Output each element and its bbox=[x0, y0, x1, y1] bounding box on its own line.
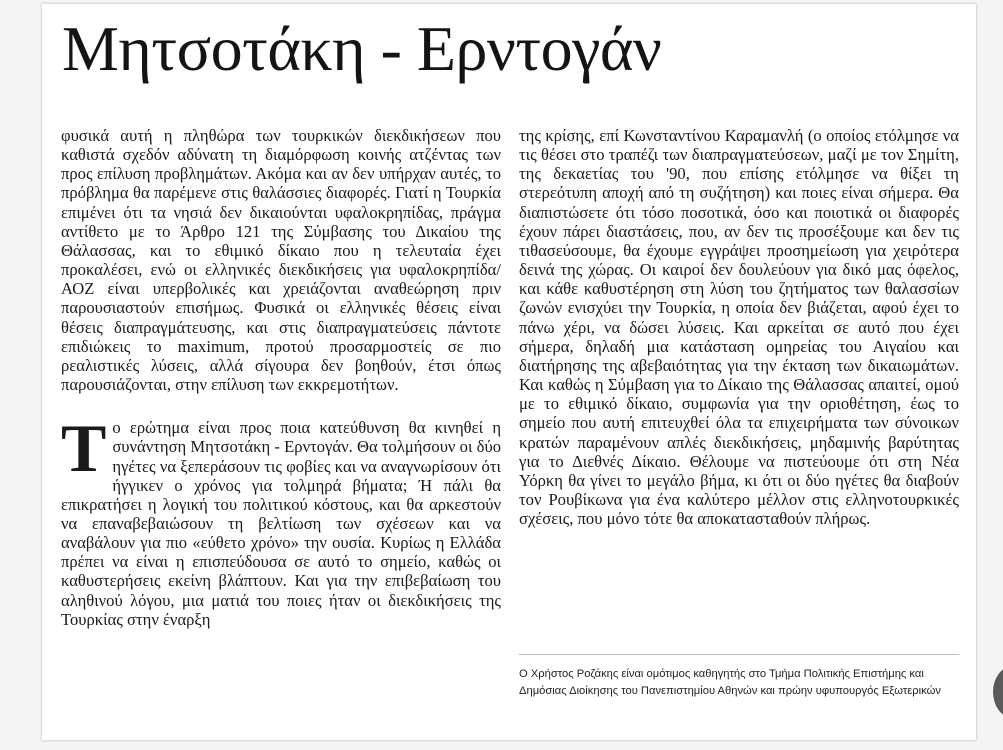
left-paragraph-1: φυσικά αυτή η πληθώρα των τουρκικών διεκδικήσεων που καθιστά σχεδόν αδύνατη τη διαμόρφωση κοινής ατζέντας των προς επίλυση προβλημάτων. Ακόμα και αν δεν υπήρχαν αυτές, το πρόβλημα θα παρέμενε στις θαλάσσιες διαφορές. Γιατί η Τουρκία επιμένει ότι τα νησιά δεν δικαιούνται υφαλοκρηπίδας, πράγμα αντίθετο με το Άρθρο 121 της Σύμβασης του Δικαίου της Θάλασσας, και το εθιμικό δίκαιο που η τελευταία έχει προκαλέσει, ενώ οι ελληνικές διεκδικήσεις για υφαλοκρηπίδα/ΑΟΖ είναι υπερβολικές και χρειάζονται αναθεώρηση πριν παρουσιαστούν επισήμως. Φυσικά οι ελληνικές θέσεις είναι θέσεις διαπραγμάτευσης, και στις διαπραγματεύσεις πάντοτε επιδιώκεις το maximum, προτού προσαρμοστείς σε πιο ρεαλιστικές λύσεις, αλλά σίγουρα δεν βοηθούν, έτσι όπως παρουσιάζονται, στην επίλυση των εκκρεμοτήτων. bbox=[61, 126, 501, 395]
floating-action-button[interactable] bbox=[993, 666, 1003, 718]
article-title: Μητσοτάκη - Ερντογάν bbox=[62, 13, 662, 84]
bio-divider bbox=[519, 654, 959, 655]
left-paragraph-2-text: ο ερώτημα είναι προς ποια κατεύθυνση θα κινηθεί η συνάντηση Μητσοτάκη - Ερντογάν. Θα τολμήσουν οι δύο ηγέτες να ξεπεράσουν τις φοβίες και να αναγνωρίσουν ότι ήγγικεν ο χρόνος για τολμηρά βήματα; Ή πάλι θα επικρατήσει η λογική του πολιτικού κόστους, και θα αρκεστούν να επαναβεβαιώσουν τη βελτίωση των σχέσεων και να αναβάλουν για πιο «εύθετο χρόνο» την ουσία. Κυρίως η Ελλάδα πρέπει να είναι η επισπεύδουσα σε αυτό το σημείο, καθώς οι καθυστερήσεις εκείνη βλάπτουν. Και για την επιβεβαίωση του αληθινού λόγου, μια ματιά του ποιες ήταν οι διεκδικήσεις της Τουρκίας στην έναρξη bbox=[61, 418, 501, 629]
drop-cap: Τ bbox=[61, 410, 107, 487]
right-paragraph-1: της κρίσης, επί Κωνσταντίνου Καραμανλή (ο οποίος ετόλμησε να τις θέσει στο τραπέζι των διαπραγματεύσεων, μαζί με τον Σημίτη, της δεκαετίας του '90, που επίσης ετόλμησε να θίξει τη στερεότυπη αποχή από τη συζήτηση) και ποιες είναι σήμερα. Θα διαπιστώσετε ότι τόσο ποσοτικά, όσο και ποιοτικά οι διαφορές έχουν πάρει διαστάσεις, που, αν δεν τις προσέξουμε και δεν τις τιθασεύσουμε, θα έχουμε εγγράψει προσημείωση για χειρότερα δεινά της χώρας. Οι καιροί δεν δουλεύουν για δικό μας όφελος, και κάθε καθυστέρηση στη λύση του ζητήματος των θαλασσίων ζωνών ενισχύει την Τουρκία, η οποία δεν βιάζεται, αφού έχει το πάνω χέρι, να δώσει λύσεις. Και αρκείται σε αυτό που έχει σήμερα, δηλαδή μια κατάσταση ομηρείας του Αιγαίου και διατήρησης της αβεβαιότητας για την έκταση των δικαιωμάτων. Και καθώς η Σύμβαση για το Δίκαιο της Θάλασσας απαιτεί, ομού με το εθιμικό δίκαιο, συμφωνία για την οριοθέτηση, έως το σημείο που αυτή επιτευχθεί όλα τα επιχειρήματα των σύνοικων κρατών παραμένουν απλές διεκδικήσεις, μηδαμινής βαρύτητας για το Διεθνές Δίκαιο. Θέλουμε να πιστεύουμε ότι στη Νέα Υόρκη θα γίνει το μεγάλο βήμα, κι ότι οι δύο ηγέτες θα διαβούν τον Ρουβίκωνα για ένα καλύτερο μέλλον στις ελληνοτουρκικές σχέσεις, που μόνο τότε θα αποκατασταθούν πλήρως. bbox=[519, 126, 959, 529]
paragraph-spacer bbox=[61, 394, 501, 418]
left-column bbox=[61, 126, 501, 629]
right-column bbox=[519, 126, 959, 528]
author-bio: Ο Χρήστος Ροζάκης είναι ομότιμος καθηγητής στο Τμήμα Πολιτικής Επιστήμης και Δημόσιας Διοίκησης του Πανεπιστημίου Αθηνών και πρώην υφυπουργός Εξωτερικών bbox=[519, 668, 941, 697]
article-page bbox=[42, 4, 976, 740]
left-paragraph-2 bbox=[61, 410, 501, 629]
